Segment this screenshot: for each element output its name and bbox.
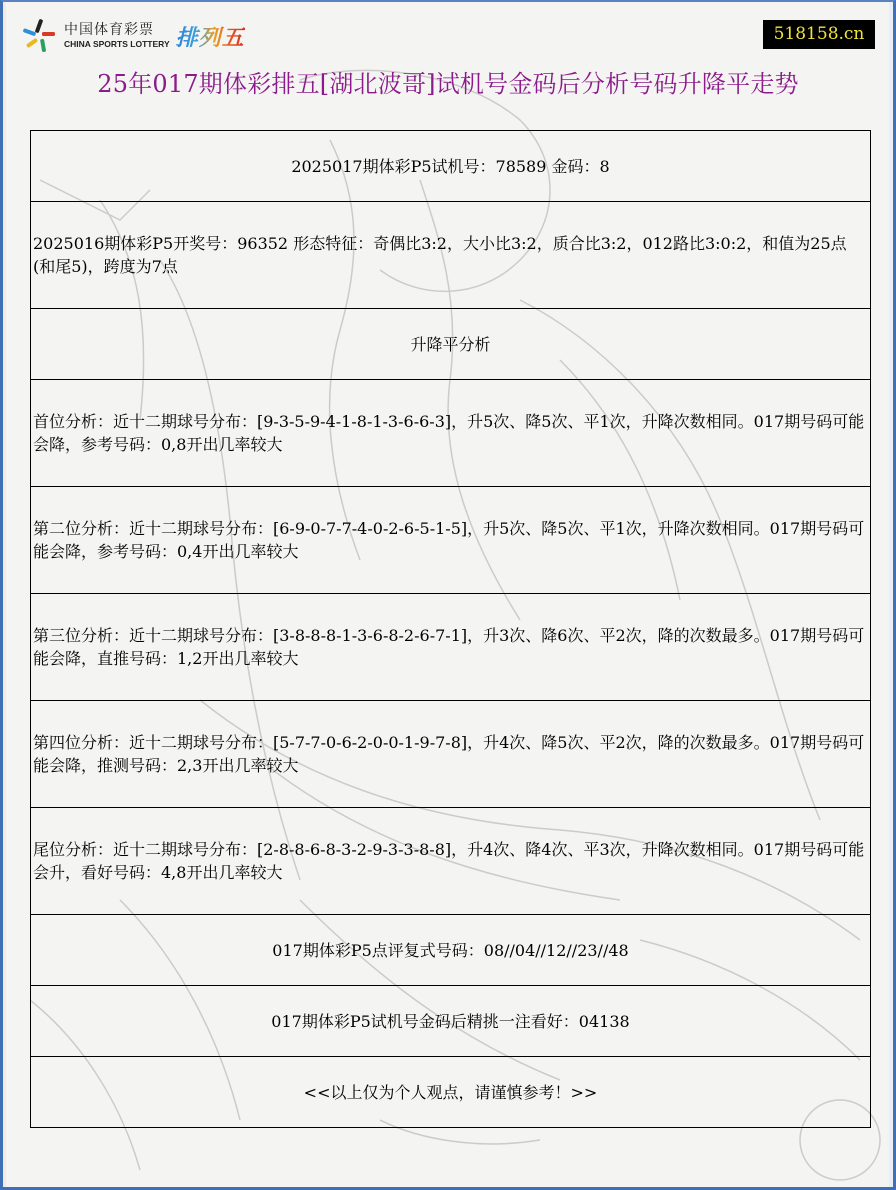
- header: [0, 0, 896, 60]
- third-position-analysis-cell: 第三位分析：近十二期球号分布：[3-8-8-8-1-3-6-8-2-6-7-1]，升3次、降6次、平2次，降的次数最多。017期号码可能会降，直推号码：1,2开出几率较大: [31, 594, 871, 701]
- table-row: [31, 309, 871, 380]
- lottery-star-icon: [20, 17, 58, 55]
- compound-numbers-cell: 017期体彩P5点评复式号码：08//04//12//23//48: [31, 915, 871, 986]
- first-position-analysis-cell: 首位分析：近十二期球号分布：[9-3-5-9-4-1-8-1-3-6-6-3]，升5次、降5次、平1次，升降次数相同。017期号码可能会降，参考号码：0,8开出几率较大: [31, 380, 871, 487]
- table-row: [31, 487, 871, 594]
- logo-game-name: 排列五: [176, 21, 245, 52]
- section-heading-cell: 升降平分析: [31, 309, 871, 380]
- table-row: [31, 1057, 871, 1128]
- disclaimer-cell: <<以上仅为个人观点，请谨慎参考！>>: [31, 1057, 871, 1128]
- china-sports-lottery-logo[interactable]: [20, 18, 245, 54]
- table-row: [31, 915, 871, 986]
- fourth-position-analysis-cell: 第四位分析：近十二期球号分布：[5-7-7-0-6-2-0-0-1-9-7-8]，升4次、降5次、平2次，降的次数最多。017期号码可能会降，推测号码：2,3开出几率较大: [31, 701, 871, 808]
- table-row: [31, 380, 871, 487]
- table-row: [31, 131, 871, 202]
- table-row: [31, 808, 871, 915]
- table-row: [31, 594, 871, 701]
- trial-number-cell: 2025017期体彩P5试机号：78589 金码：8: [31, 131, 871, 202]
- last-position-analysis-cell: 尾位分析：近十二期球号分布：[2-8-8-6-8-3-2-9-3-3-8-8]，升4次、降4次、平3次，升降次数相同。017期号码可能会升，看好号码：4,8开出几率较大: [31, 808, 871, 915]
- table-row: [31, 701, 871, 808]
- logo-english-text: CHINA SPORTS LOTTERY: [64, 39, 170, 50]
- logo-chinese-text: 中国体育彩票: [64, 22, 154, 39]
- table-row: [31, 986, 871, 1057]
- single-pick-cell: 017期体彩P5试机号金码后精挑一注看好：04138: [31, 986, 871, 1057]
- analysis-table: [30, 130, 871, 1128]
- page-title: 25年017期体彩排五[湖北波哥]试机号金码后分析号码升降平走势: [97, 70, 799, 98]
- previous-draw-cell: 2025016期体彩P5开奖号：96352 形态特征：奇偶比3:2，大小比3:2，质合比3:2，012路比3:0:2，和值为25点(和尾5)，跨度为7点: [31, 202, 871, 309]
- second-position-analysis-cell: 第二位分析：近十二期球号分布：[6-9-0-7-7-4-0-2-6-5-1-5]，升5次、降5次、平1次，升降次数相同。017期号码可能会降，参考号码：0,4开出几率较大: [31, 487, 871, 594]
- site-domain-badge[interactable]: 518158.cn: [763, 20, 875, 49]
- table-row: [31, 202, 871, 309]
